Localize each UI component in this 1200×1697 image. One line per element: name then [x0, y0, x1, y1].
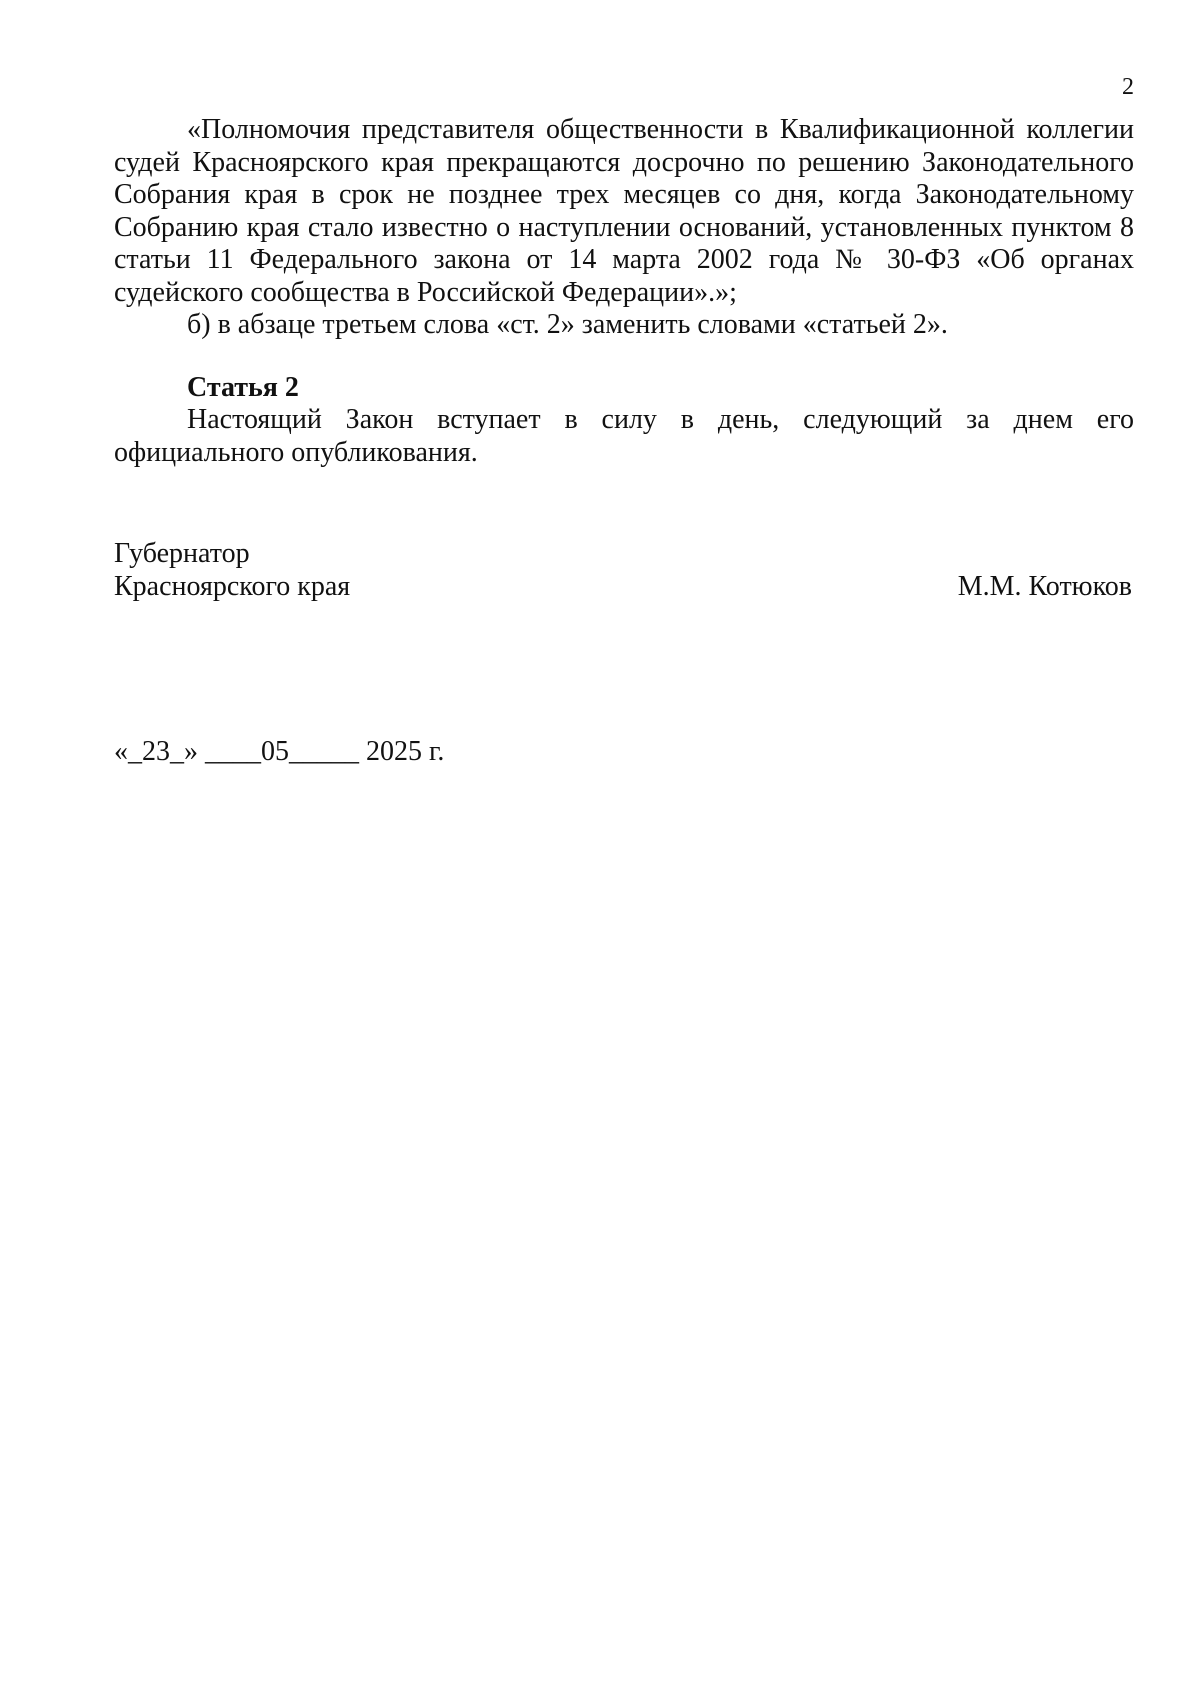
signature-block [114, 538, 1132, 603]
signatory-name: М.М. Котюков [957, 570, 1132, 602]
document-body [114, 114, 1134, 469]
signature-row [114, 571, 1132, 604]
signing-date: «_23_» ____05_____ 2025 г. [114, 736, 445, 767]
paragraph-entry-into-force: Настоящий Закон вступает в силу в день, следующий за днем его официального опубликования. [114, 404, 1134, 468]
signatory-title-line-2: Красноярского края [114, 570, 351, 602]
article-heading: Статья 2 [187, 371, 299, 403]
signatory-title-line-1: Губернатор [114, 538, 250, 569]
paragraph-amendment-b: б) в абзаце третьем слова «ст. 2» заменить словами «статьей 2». [187, 309, 948, 340]
page-number: 2 [1122, 74, 1134, 100]
paragraph-amendment-quote: «Полномочия представителя общественности в Квалификационной коллегии судей Красноярского края прекращаются досрочно по решению Законодательного Собрания края в срок не позднее трех месяцев со дня, когда Законодательному Собранию края стало известно о наступлении оснований, установленных пунктом 8 статьи 11 Федерального закона от 14 марта 2002 года № 30-ФЗ «Об органах судейского сообщества в Российской Федерации».»; [114, 114, 1134, 308]
